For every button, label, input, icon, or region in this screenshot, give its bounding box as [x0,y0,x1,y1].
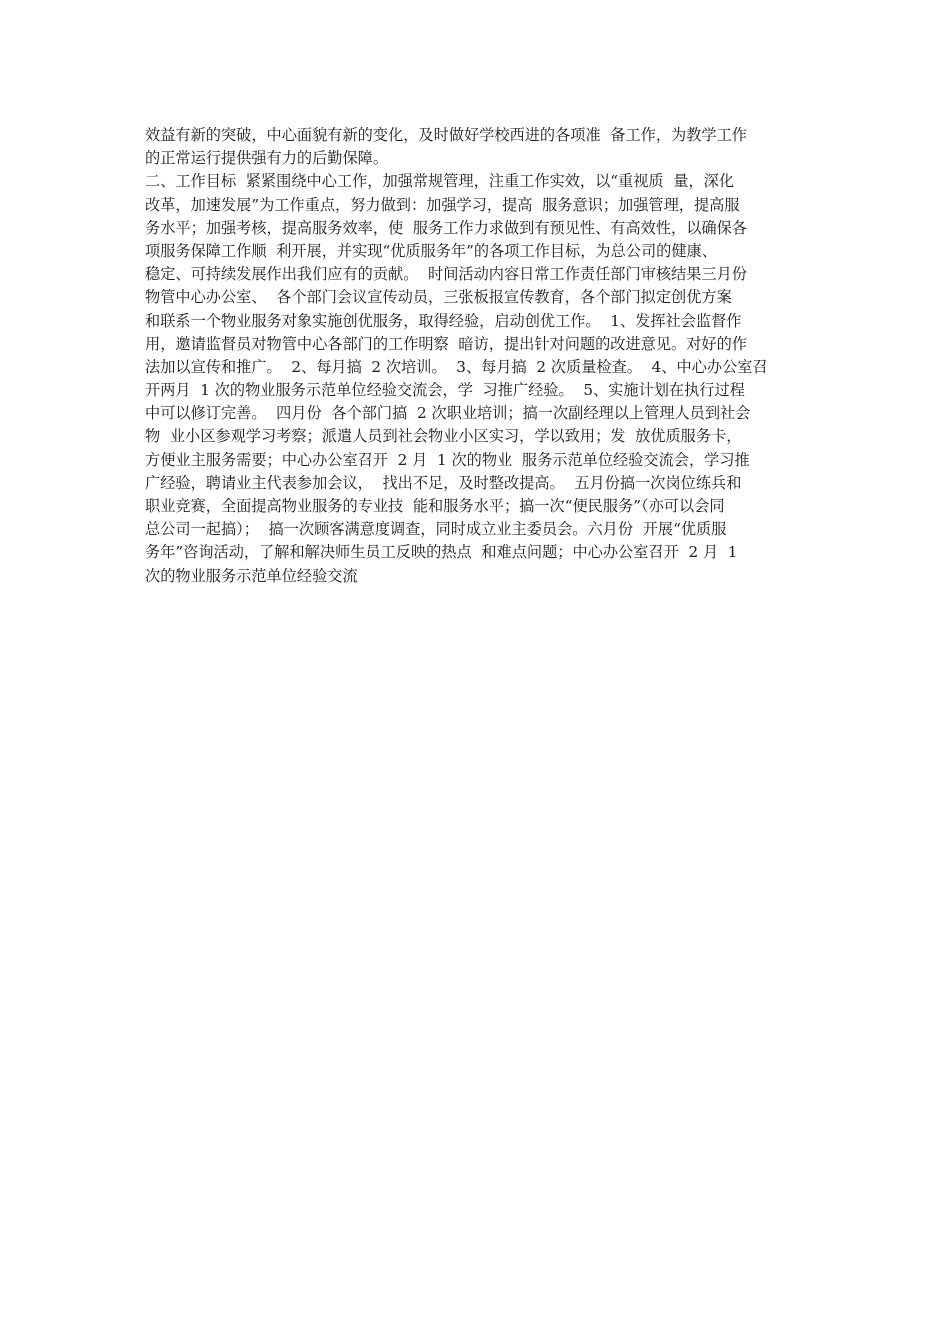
text-line: 稳定、可持续发展作出我们应有的贡献。 时间活动内容日常工作责任部门审核结果三月份 [145,265,747,284]
text-line: 职业竞赛，全面提高物业服务的专业技 能和服务水平；搞一次“便民服务”（亦可以会同 [145,497,725,515]
text-line: 法加以宣传和推广。 2、每月搞 2 次培训。 3、每月搞 2 次质量检查。 4、中心办公室召 [145,357,768,376]
text-line: 和联系一个物业服务对象实施创优服务，取得经验，启动创优工作。 1、发挥社会监督作 [145,311,742,330]
text-line: 改革，加速发展”为工作重点，努力做到：加强学习，提高 服务意识；加强管理，提高服 [145,195,740,214]
text-line: 项服务保障工作顺 利开展，并实现“优质服务年”的各项工作目标，为总公司的健康、 [145,241,717,260]
text-line: 的正常运行提供强有力的后勤保障。 [145,149,388,168]
text-line: 物 业小区参观学习考察；派遣人员到社会物业小区实习，学以致用；发 放优质服务卡， [145,427,742,446]
text-line: 总公司一起搞）； 搞一次顾客满意度调查，同时成立业主委员会。六月份 开展“优质服 [145,520,727,539]
text-line: 物管中心办公室、 各个部门会议宣传动员，三张板报宣传教育，各个部门拟定创优方案 [145,288,732,307]
document-body [145,124,815,588]
text-line: 二、工作目标 紧紧围绕中心工作，加强常规管理，注重工作实效，以“重视质 量，深化 [145,172,735,191]
text-line: 务年”咨询活动，了解和解决师生员工反映的热点 和难点问题；中心办公室召开 2 月 1 [145,543,738,562]
text-line: 广经验，聘请业主代表参加会议， 找出不足，及时整改提高。 五月份搞一次岗位练兵和 [145,473,742,492]
text-line: 开两月 1 次的物业服务示范单位经验交流会，学 习推广经验。 5、实施计划在执行过程 [145,381,745,400]
text-line: 中可以修订完善。 四月份 各个部门搞 2 次职业培训；搞一次副经理以上管理人员到社会 [145,404,751,423]
text-line: 务水平；加强考核，提高服务效率，使 服务工作力求做到有预见性、有高效性，以确保各 [145,218,747,237]
text-line: 次的物业服务示范单位经验交流 [145,566,358,585]
text-line: 用，邀请监督员对物管中心各部门的工作明察 暗访，提出针对问题的改进意见。对好的作 [145,334,747,353]
text-line: 方便业主服务需要；中心办公室召开 2 月 1 次的物业 服务示范单位经验交流会，学习推 [145,450,750,469]
text-line: 效益有新的突破，中心面貌有新的变化，及时做好学校西进的各项准 备工作，为教学工作 [145,126,747,144]
